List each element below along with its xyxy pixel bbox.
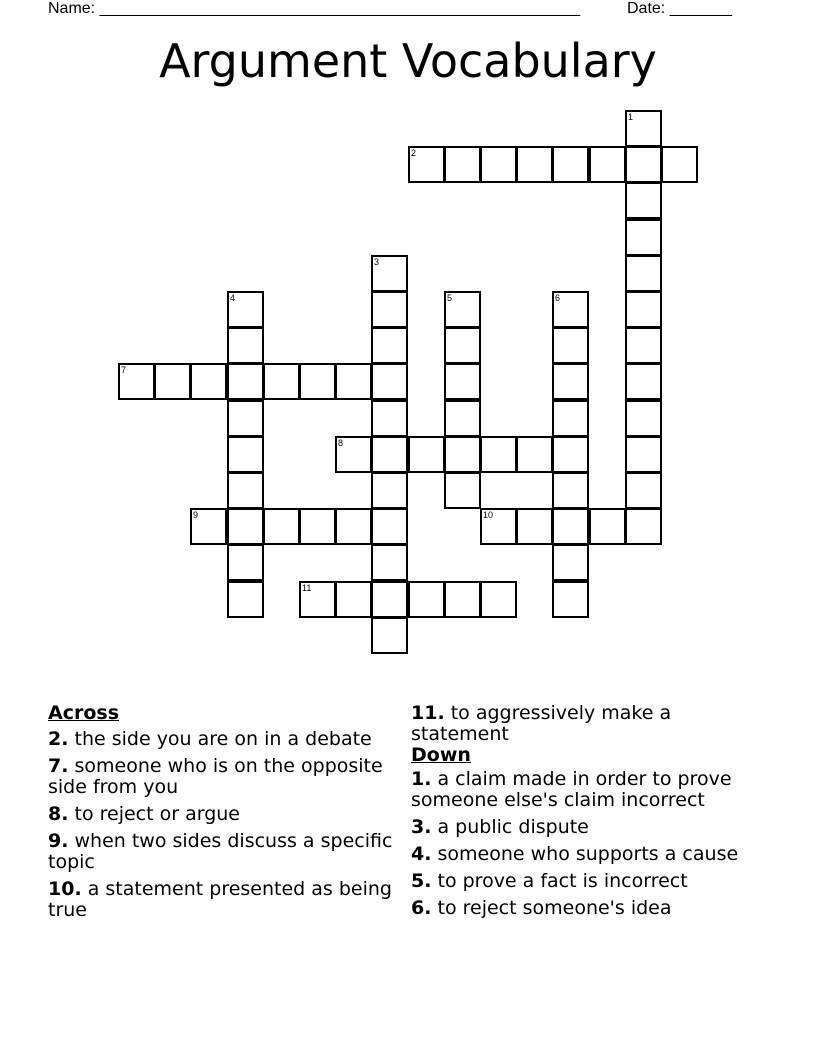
clue-number: 9.	[48, 830, 69, 852]
clue-text: a public dispute	[437, 816, 589, 838]
crossword-cell[interactable]	[299, 581, 336, 618]
crossword-cell[interactable]	[371, 291, 408, 328]
crossword-cell[interactable]	[625, 219, 662, 256]
crossword-cell[interactable]	[227, 544, 264, 581]
crossword-cell[interactable]	[516, 436, 553, 473]
crossword-cell[interactable]	[371, 436, 408, 473]
clue-text: someone who supports a cause	[437, 843, 739, 865]
clue-text: a claim made in order to prove someone else's claim incorrect	[411, 768, 732, 811]
crossword-cell[interactable]	[335, 581, 372, 618]
crossword-cell[interactable]	[371, 363, 408, 400]
clues-column-left	[48, 703, 398, 927]
crossword-cell[interactable]	[552, 146, 589, 183]
cell-number: 11	[302, 583, 312, 593]
cell-number: 2	[411, 148, 417, 158]
clue-number: 7.	[48, 755, 69, 777]
crossword-cell[interactable]	[371, 327, 408, 364]
crossword-cell[interactable]	[480, 146, 517, 183]
clue-number: 2.	[48, 728, 69, 750]
clue-number: 11.	[411, 702, 445, 724]
crossword-cell[interactable]	[371, 617, 408, 654]
clue-across-9	[48, 831, 398, 873]
clues-column-right	[411, 703, 771, 925]
cell-number: 5	[447, 293, 453, 303]
crossword-cell[interactable]	[480, 581, 517, 618]
crossword-cell[interactable]	[625, 182, 662, 219]
cell-number: 7	[121, 365, 127, 375]
cell-number: 9	[193, 510, 199, 520]
crossword-cell[interactable]	[552, 363, 589, 400]
cell-number: 10	[483, 510, 494, 520]
crossword-cell[interactable]	[190, 363, 227, 400]
crossword-cell[interactable]	[371, 544, 408, 581]
crossword-cell[interactable]	[190, 508, 227, 545]
crossword-cell[interactable]	[335, 508, 372, 545]
crossword-cell[interactable]	[516, 146, 553, 183]
cell-number: 3	[374, 257, 380, 267]
crossword-cell[interactable]	[408, 581, 445, 618]
crossword-cell[interactable]	[444, 291, 481, 328]
clue-text: the side you are on in a debate	[74, 728, 372, 750]
crossword-cell[interactable]	[625, 110, 662, 147]
crossword-cell[interactable]	[263, 508, 300, 545]
clue-across-2	[48, 729, 398, 750]
crossword-cell[interactable]	[299, 508, 336, 545]
crossword-cell[interactable]	[552, 400, 589, 437]
crossword-cell[interactable]	[552, 508, 589, 545]
crossword-cell[interactable]	[335, 363, 372, 400]
crossword-cell[interactable]	[371, 581, 408, 618]
clue-across-7	[48, 756, 398, 798]
crossword-cell[interactable]	[444, 327, 481, 364]
crossword-cell[interactable]	[625, 363, 662, 400]
crossword-cell[interactable]	[154, 363, 191, 400]
clue-down-4	[411, 844, 771, 865]
clue-text: to reject someone's idea	[437, 897, 672, 919]
clue-across-8	[48, 804, 398, 825]
crossword-cell[interactable]	[589, 508, 626, 545]
cell-number: 6	[555, 293, 561, 303]
crossword-cell[interactable]	[227, 363, 264, 400]
crossword-cell[interactable]	[552, 544, 589, 581]
crossword-cell[interactable]	[625, 400, 662, 437]
crossword-cell[interactable]	[516, 508, 553, 545]
crossword-cell[interactable]	[661, 146, 698, 183]
date-field[interactable]: Date: _______	[627, 0, 732, 17]
crossword-cell[interactable]	[625, 291, 662, 328]
across-heading: Across	[48, 702, 120, 724]
crossword-cell[interactable]	[227, 508, 264, 545]
crossword-cell[interactable]	[625, 327, 662, 364]
clue-text: to aggressively make a statement	[411, 702, 672, 745]
crossword-cell[interactable]	[552, 436, 589, 473]
clue-down-5	[411, 871, 771, 892]
crossword-cell[interactable]	[227, 472, 264, 509]
clue-text: to prove a fact is incorrect	[437, 870, 688, 892]
crossword-cell[interactable]	[444, 363, 481, 400]
clue-down-3	[411, 817, 771, 838]
crossword-cell[interactable]	[263, 363, 300, 400]
crossword-cell[interactable]	[299, 363, 336, 400]
crossword-cell[interactable]	[371, 400, 408, 437]
clue-number: 5.	[411, 870, 432, 892]
page-title: Argument Vocabulary	[159, 34, 657, 88]
clue-across-11	[411, 703, 771, 745]
crossword-cell[interactable]	[625, 436, 662, 473]
crossword-cell[interactable]	[227, 400, 264, 437]
clue-text: when two sides discuss a specific topic	[48, 830, 393, 873]
crossword-cell[interactable]	[227, 327, 264, 364]
crossword-cell[interactable]	[552, 291, 589, 328]
cell-number: 4	[230, 293, 236, 303]
crossword-cell[interactable]	[408, 436, 445, 473]
crossword-cell[interactable]	[371, 472, 408, 509]
cell-number: 1	[628, 112, 634, 122]
crossword-cell[interactable]	[227, 291, 264, 328]
crossword-cell[interactable]	[552, 327, 589, 364]
crossword-cell[interactable]	[444, 146, 481, 183]
crossword-cell[interactable]	[625, 508, 662, 545]
crossword-cell[interactable]	[227, 581, 264, 618]
clue-number: 3.	[411, 816, 432, 838]
crossword-cell[interactable]	[480, 508, 517, 545]
clue-across-10	[48, 879, 398, 921]
clue-number: 10.	[48, 878, 82, 900]
crossword-cell[interactable]	[625, 472, 662, 509]
clue-text: someone who is on the opposite side from you	[48, 755, 383, 798]
clue-text: to reject or argue	[74, 803, 240, 825]
crossword-cell[interactable]	[227, 436, 264, 473]
clue-number: 8.	[48, 803, 69, 825]
crossword-cell[interactable]	[444, 472, 481, 509]
clue-number: 6.	[411, 897, 432, 919]
crossword-cell[interactable]	[408, 146, 445, 183]
cell-number: 8	[338, 438, 344, 448]
crossword-cell[interactable]	[371, 508, 408, 545]
crossword-cell[interactable]	[552, 472, 589, 509]
crossword-cell[interactable]	[444, 436, 481, 473]
crossword-cell[interactable]	[625, 255, 662, 292]
crossword-cell[interactable]	[371, 255, 408, 292]
crossword-cell[interactable]	[444, 400, 481, 437]
crossword-cell[interactable]	[444, 581, 481, 618]
clue-number: 1.	[411, 768, 432, 790]
name-field[interactable]: Name: ______________________________________________________	[48, 0, 581, 17]
down-heading: Down	[411, 744, 471, 766]
clue-text: a statement presented as being true	[48, 878, 392, 921]
crossword-cell[interactable]	[480, 436, 517, 473]
crossword-cell[interactable]	[625, 146, 662, 183]
clue-number: 4.	[411, 843, 432, 865]
clue-down-6	[411, 898, 771, 919]
crossword-cell[interactable]	[118, 363, 155, 400]
crossword-cell[interactable]	[335, 436, 372, 473]
clue-down-1	[411, 769, 771, 811]
crossword-cell[interactable]	[552, 581, 589, 618]
crossword-cell[interactable]	[589, 146, 626, 183]
